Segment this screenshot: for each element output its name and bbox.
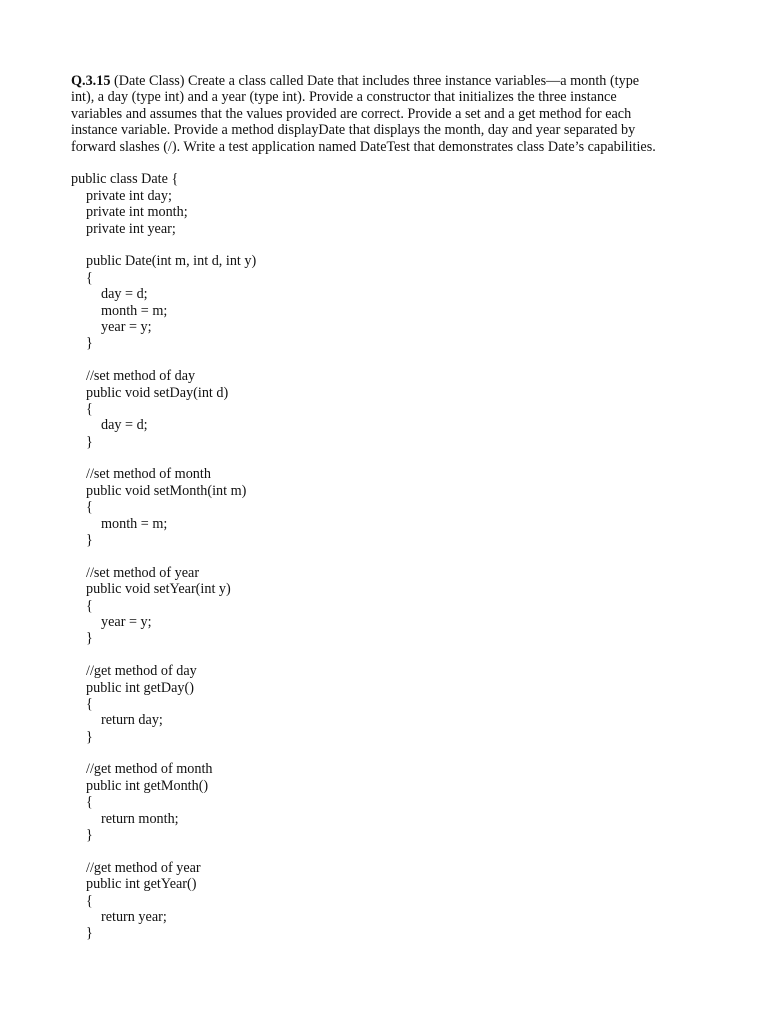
code-line: { xyxy=(86,400,93,417)
question-text: (Date Class) Create a class called Date that includes three instance variables—a month (type int), a day (type int) and a year (type int). Provide a constructor that initializes the three instance variables and assumes that the values provided are correct. Provide a set and a get method for each instance variable. Provide a method displayDate that displays the month, day and year separated by forward slashes (/). Write a test application named DateTest that demonstrates class Date’s capabilities. xyxy=(71,73,656,155)
code-line: public void setYear(int y) xyxy=(86,581,231,598)
code-line: //set method of day xyxy=(86,368,196,385)
code-line: //get method of month xyxy=(86,761,213,778)
code-line: } xyxy=(86,335,93,352)
code-line: } xyxy=(86,433,93,450)
code-listing xyxy=(71,171,701,941)
code-line: { xyxy=(86,794,93,811)
blank-line xyxy=(71,237,701,253)
code-line: { xyxy=(86,892,93,909)
code-line: public int getDay() xyxy=(86,679,194,696)
code-line: { xyxy=(86,499,93,516)
code-line: } xyxy=(86,630,93,647)
code-line: //get method of day xyxy=(86,663,197,680)
code-line: } xyxy=(86,728,93,745)
code-line: private int day; xyxy=(86,187,172,204)
code-line: return month; xyxy=(101,810,179,827)
code-line: day = d; xyxy=(101,286,148,303)
code-line: year = y; xyxy=(101,613,152,630)
code-line: public void setDay(int d) xyxy=(86,384,229,401)
question-paragraph xyxy=(71,73,701,155)
code-line: return year; xyxy=(101,909,167,925)
code-line: public Date(int m, int d, int y) xyxy=(86,253,257,270)
blank-line xyxy=(71,745,701,761)
code-line: { xyxy=(86,597,93,614)
blank-line xyxy=(71,647,701,663)
code-line: { xyxy=(86,269,93,286)
code-line: return day; xyxy=(101,712,163,729)
code-line: public void setMonth(int m) xyxy=(86,482,247,499)
code-line: //get method of year xyxy=(86,859,201,876)
code-line: year = y; xyxy=(101,318,152,335)
blank-line xyxy=(71,843,701,859)
blank-line xyxy=(71,450,701,466)
code-line: public int getYear() xyxy=(86,876,197,893)
code-line: } xyxy=(86,925,93,942)
code-line: //set method of month xyxy=(86,466,211,483)
question-number: Q.3.15 xyxy=(71,73,111,89)
code-line: //set method of year xyxy=(86,564,200,581)
code-line: { xyxy=(86,695,93,712)
code-line: } xyxy=(86,532,93,549)
code-line: month = m; xyxy=(101,302,168,319)
code-line: public int getMonth() xyxy=(86,777,209,794)
code-line: private int year; xyxy=(86,220,176,237)
blank-line xyxy=(71,352,701,368)
code-line: public class Date { xyxy=(71,171,179,188)
code-line: day = d; xyxy=(101,417,148,434)
code-line: month = m; xyxy=(101,515,168,532)
blank-line xyxy=(71,548,701,564)
code-line: private int month; xyxy=(86,204,188,221)
code-line: } xyxy=(86,827,93,844)
document-page xyxy=(71,73,701,942)
